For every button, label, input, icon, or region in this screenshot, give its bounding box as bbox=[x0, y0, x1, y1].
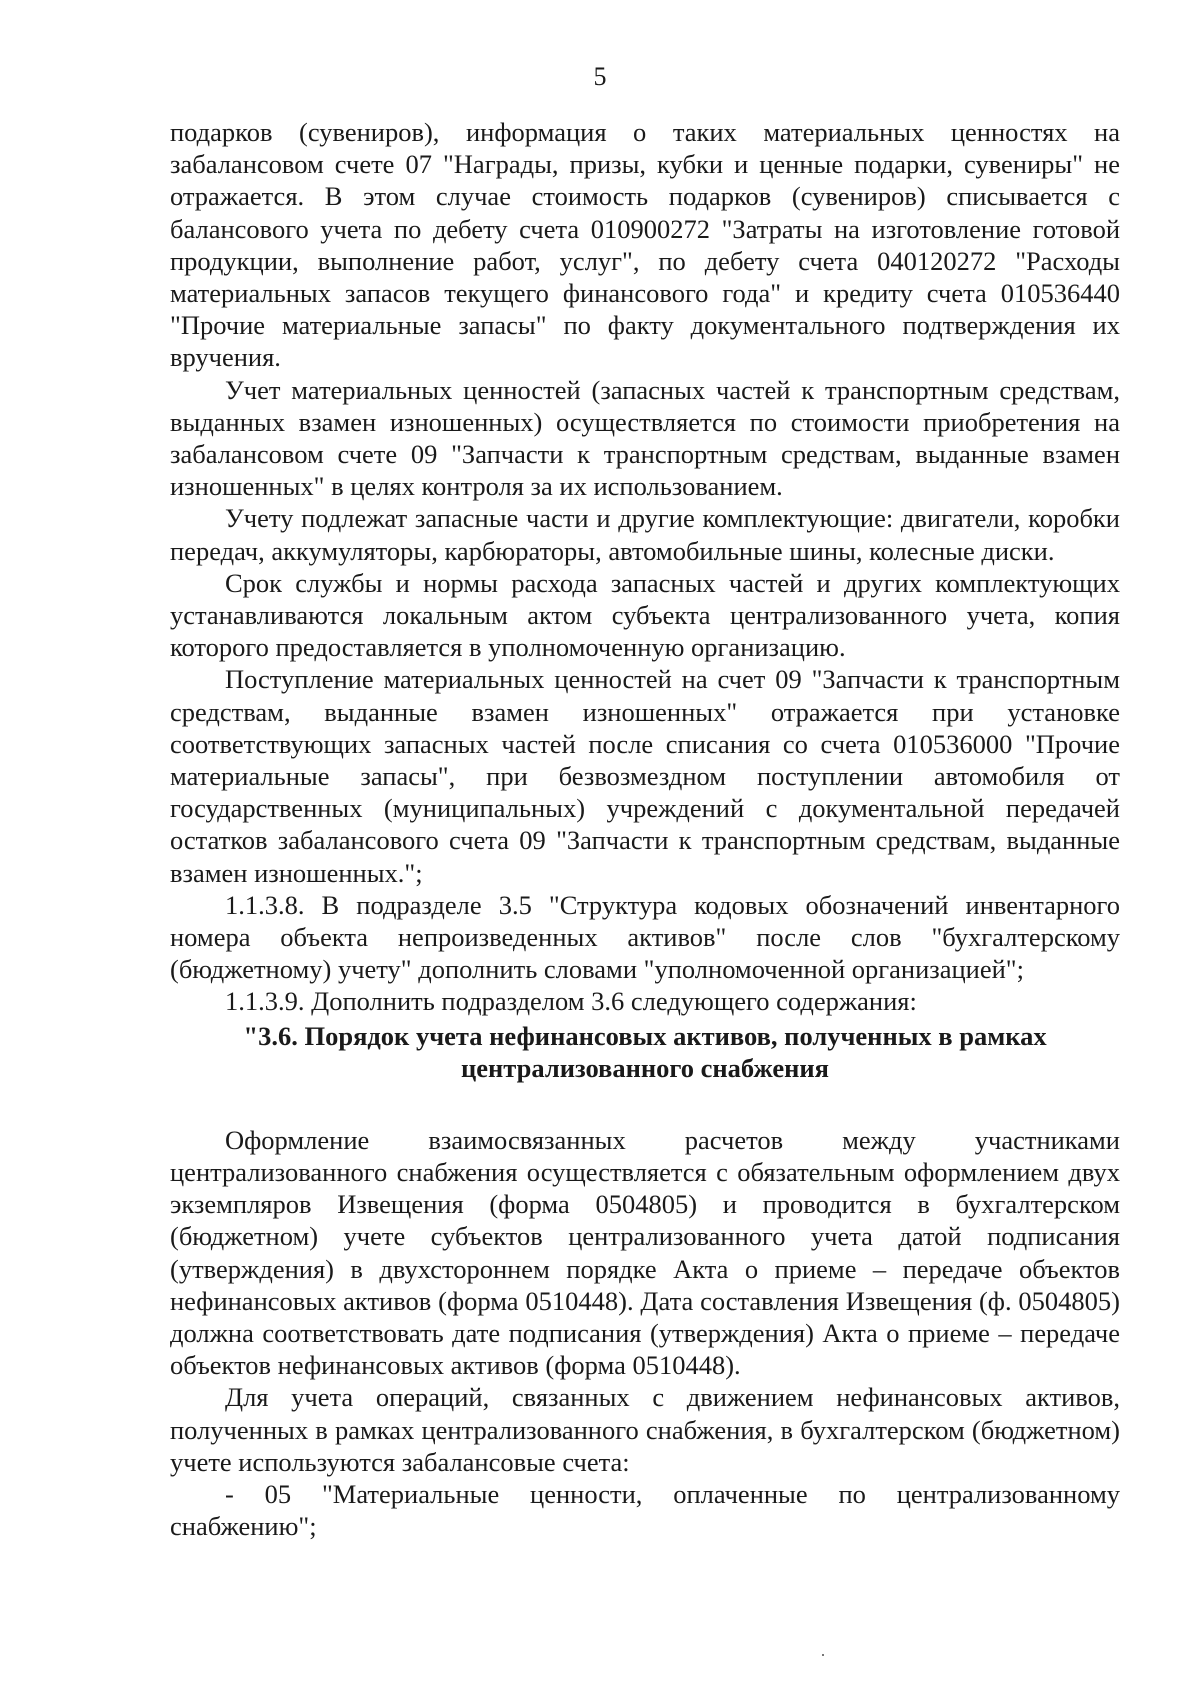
section-heading: "3.6. Порядок учета нефинансовых активов, полученных в рамках централизованного снабжения bbox=[243, 1020, 1047, 1083]
paragraph-off-balance-accounts: Для учета операций, связанных с движением нефинансовых активов, полученных в рамках централизованного снабжения, в бухгалтерском (бюджетном) учете используются забалансовые счета: bbox=[170, 1382, 1120, 1477]
spacer bbox=[170, 1084, 1120, 1124]
paragraph-item-1-1-3-8: 1.1.3.8. В подразделе 3.5 "Структура кодовых обозначений инвентарного номера объекта непроизведенных активов" после слов "бухгалтерскому (бюджетному) учету" дополнить словами "уполномоченной организацией"; bbox=[170, 889, 1120, 985]
paragraph-item-1-1-3-9: 1.1.3.9. Дополнить подразделом 3.6 следующего содержания: bbox=[225, 986, 917, 1017]
paragraph-settlements: Оформление взаимосвязанных расчетов между участниками централизованного снабжения осуществляется с обязательным оформлением двух экземпляров Извещения (форма 0504805) и проводится в бухгалтерском (бюджетном) учете субъектов централизованного учета датой подписания (утверждения) в двухстороннем порядке Акта о приеме – передаче объектов нефинансовых активов (форма 0510448). Дата составления Извещения (ф. 0504805) должна соответствовать дате подписания (утверждения) Акта о приеме – передаче объектов нефинансовых активов (форма 0510448). bbox=[170, 1124, 1120, 1381]
paragraph-receipt-account-09: Поступление материальных ценностей на счет 09 "Запчасти к транспортным средствам, выданные взамен изношенных" отражается при установке соответствующих запасных частей после списания со счета 010536000 "Прочие материальные запасы", при безвозмездном поступлении автомобиля от государственных (муниципальных) учреждений с документальной передачей остатков забалансового счета 09 "Запчасти к транспортным средствам, выданные взамен изношенных."; bbox=[170, 664, 1120, 888]
paragraph-spare-parts-accounting: Учет материальных ценностей (запасных частей к транспортным средствам, выданных взамен изношенных) осуществляется по стоимости приобретения на забалансовом счете 09 "Запчасти к транспортным средствам, выданные взамен изношенных" в целях контроля за их использованием. bbox=[170, 374, 1120, 502]
page-number: 5 bbox=[593, 62, 607, 91]
paragraph-gifts-continuation: подарков (сувениров), информация о таких материальных ценностях на забалансовом счете 07 "Награды, призы, кубки и ценные подарки, сувениры" не отражается. В этом случае стоимость подарков (сувениров) списывается с балансового учета по дебету счета 010900272 "Затраты на изготовление готовой продукции, выполнение работ, услуг", по дебету счета 040120272 "Расходы материальных запасов текущего финансового года" и кредиту счета 010536440 "Прочие материальные запасы" по факту документального подтверждения их вручения. bbox=[170, 117, 1120, 373]
paragraph-service-life: Срок службы и нормы расхода запасных частей и других комплектующих устанавливаются локальным актом субъекта централизованного учета, копия которого предоставляется в уполномоченную организацию. bbox=[170, 567, 1120, 663]
scan-speck bbox=[822, 1654, 824, 1656]
document-body bbox=[170, 116, 1120, 1542]
paragraph-account-05: - 05 "Материальные ценности, оплаченные по централизованному снабжению"; bbox=[170, 1478, 1120, 1542]
paragraph-spare-parts-list: Учету подлежат запасные части и другие комплектующие: двигатели, коробки передач, аккумуляторы, карбюраторы, автомобильные шины, колесные диски. bbox=[170, 503, 1120, 566]
